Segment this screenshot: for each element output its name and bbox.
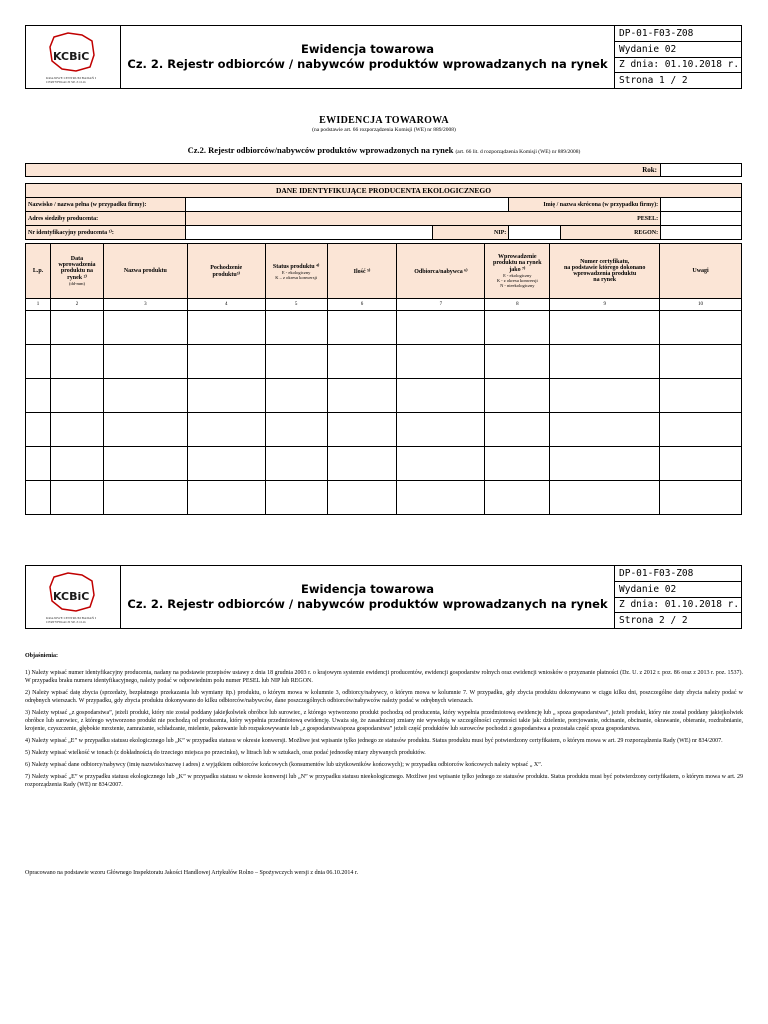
entry-cell[interactable] [103,379,187,413]
regon-field[interactable] [661,226,742,240]
footer-note: Opracowano na podstawie wzoru Głównego Inspektoratu Jakości Handlowej Artykułów Rolno – Spożywczych wersji z dnia 06.10.2014 r. [25,870,359,876]
entry-cell[interactable] [660,413,742,447]
table-row [26,311,742,345]
entry-cell[interactable] [397,447,485,481]
entry-cell[interactable] [265,379,327,413]
entry-cell[interactable] [327,311,397,345]
entry-rows [26,311,742,515]
pesel-field[interactable] [661,212,742,226]
entry-cell[interactable] [50,413,103,447]
entry-cell[interactable] [327,413,397,447]
doc-code: DP-01-F03-Z08 [615,566,741,582]
entry-cell[interactable] [187,379,265,413]
entry-cell[interactable] [50,311,103,345]
entry-cell[interactable] [660,447,742,481]
entry-cell[interactable] [50,481,103,515]
entry-cell[interactable] [485,379,550,413]
entry-cell[interactable] [50,345,103,379]
entry-cell[interactable] [660,379,742,413]
explanations [25,652,743,793]
entry-cell[interactable] [103,413,187,447]
col-date: Data wprowadzenia produktu na rynek ²⁾ (dd-mm) [50,244,103,299]
entry-cell[interactable] [485,413,550,447]
id-number-field[interactable] [185,226,433,240]
name-full-field[interactable] [185,198,508,212]
logo [26,566,121,628]
col-receiver: Odbiorca/nabywca ⁶⁾ [397,244,485,299]
col-number: 4 [187,299,265,311]
header-subtitle: Cz. 2. Rejestr odbiorców / nabywców produktów wprowadzanych na rynek [127,57,608,71]
entry-cell[interactable] [265,413,327,447]
col-product-name: Nazwa produktu [103,244,187,299]
entry-cell[interactable] [397,481,485,515]
entry-cell[interactable] [485,311,550,345]
entry-cell[interactable] [550,311,660,345]
entry-cell[interactable] [50,447,103,481]
entry-cell[interactable] [327,379,397,413]
entry-cell[interactable] [550,379,660,413]
header-title: Ewidencja towarowa [301,582,434,596]
page-number: Strona 2 / 2 [619,615,688,627]
col-number: 7 [397,299,485,311]
entry-cell[interactable] [660,311,742,345]
nip-field[interactable] [509,226,561,240]
name-full-label: Nazwisko / nazwa pełna (w przypadku firmy): [26,198,186,212]
entry-cell[interactable] [103,481,187,515]
logo-text: KCBiC [53,50,90,63]
explanation-item: 2) Należy wpisać datę zbycia (sprzedaży, bezpłatnego przekazania lub wymiany itp.) produktu, o którym mowa w kolumnie 3, odbiorcy/nabywcy, o którym mowa w kolumnie 7. W przypadku, gdy zbycia produktu dokonywano w ciągu kilku dni, poszczególne daty zbycia należy podać w odrębnych wierszach. W przypadku, gdy zbycia produktu dokonywano do kilku odbiorców/nabywców, dane poszczególnych odbiorców/nabywców należy podać w odrębnych wierszach. [25,690,743,704]
entry-cell[interactable] [485,481,550,515]
logo-subtext: KRAJOWE CENTRUM BADAŃ I CERTYFIKACJI SP. Z O.O. [46,616,97,624]
doc-code: DP-01-F03-Z08 [615,26,741,42]
col-number: 8 [485,299,550,311]
col-number: 1 [26,299,51,311]
entry-cell[interactable] [327,345,397,379]
entry-cell[interactable] [26,481,51,515]
header-subtitle: Cz. 2. Rejestr odbiorców / nabywców produktów wprowadzanych na rynek [127,597,608,611]
edition: Wydanie 02 [615,42,741,58]
entry-cell[interactable] [103,447,187,481]
main-title: EWIDENCJA TOWAROWA [319,115,449,126]
entry-cell[interactable] [187,413,265,447]
entry-cell[interactable] [265,345,327,379]
name-short-field[interactable] [661,198,742,212]
year-label: Rok: [25,163,661,177]
entry-cell[interactable] [103,345,187,379]
entry-cell[interactable] [265,447,327,481]
explanation-item: 3) Należy wpisać „z gospodarstwa”, jeżeli produkt, który nie został poddany jakiejkolwiek obróbce lub surowiec, z którego wytworzono produkt pochodzą od producenta, który wypełnia przedmiotową ewidencję lub „ spoza gospodarstwa”, jeżeli produkt, który nie został poddany jakiejkolwiek obróbce lub surowiec, z którego wytworzono produkt nie pochodzą od producenta, który wypełnia przedmiotową ewidencję. Uważa się, że zasadniczej zmiany nie wywołują w szczególności czynności takie jak: dzielenie, porcjowanie, odcinanie, obcinanie, okrawanie, obieranie, rozdrabnianie, krojenie, czyszczenie, głębokie mrożenie, zamrażanie, schładzanie, mielenie, pakowanie lub rozpakowywanie lub „z gospodarstwa/spoza gospodarstwa” jeżeli część produktów lub surowców pochodzi z gospodarstwa a pozostała część spoza gospodarstwa. [25,710,743,732]
table-row [26,481,742,515]
entry-cell[interactable] [550,345,660,379]
entry-cell[interactable] [550,447,660,481]
logo-text: KCBiC [53,590,90,603]
col-number: 5 [265,299,327,311]
entry-cell[interactable] [187,311,265,345]
col-number: 3 [103,299,187,311]
explanation-item: 5) Należy wpisać wielkość w tonach (z dokładnością do trzeciego miejsca po przecinku), w litrach lub w sztukach, oraz podać jednostkę miary zbywanych produktów. [25,750,426,756]
header-title: Ewidencja towarowa [301,42,434,56]
col-number: 10 [660,299,742,311]
pesel-label: PESEL: [185,212,660,226]
table-row [26,447,742,481]
entry-cell[interactable] [26,379,51,413]
register-note: (art. 66 lit. d rozporządzenia Komisji (WE) nr 889/2008) [455,149,581,155]
name-short-label: Imię / nazwa skrócona (w przypadku firmy): [509,198,661,212]
entry-cell[interactable] [26,311,51,345]
register-title: Cz.2. Rejestr odbiorców/nabywców produktów wprowadzonych na rynek (art. 66 lit. d rozporządzenia Komisji (WE) nr 889/2008) [187,145,581,155]
entry-cell[interactable] [485,447,550,481]
col-number: 9 [550,299,660,311]
logo [26,26,121,88]
col-status: Status produktu ⁴⁾ E - ekologiczny K – z okresu konwersji [265,244,327,299]
producer-table [25,183,742,240]
register-table [25,243,742,515]
page-number: Strona 1 / 2 [619,75,688,87]
entry-cell[interactable] [103,311,187,345]
issue-date: Z dnia: 01.10.2018 r. [615,598,741,614]
edition: Wydanie 02 [615,582,741,598]
col-notes: Uwagi [660,244,742,299]
year-row [25,163,742,177]
entry-cell[interactable] [397,379,485,413]
regon-label: REGON: [561,226,661,240]
explanations-title: Objaśnienia: [25,653,59,659]
entry-cell[interactable] [26,447,51,481]
issue-date: Z dnia: 01.10.2018 r. [615,58,741,74]
entry-cell[interactable] [397,345,485,379]
entry-cell[interactable] [397,413,485,447]
explanation-item: 1) Należy wpisać numer identyfikacyjny producenta, nadany na podstawie przepisów ustawy z dnia 18 grudnia 2003 r. o krajowym systemie ewidencji producentów, ewidencji gospodarstw rolnych oraz ewidencji wniosków o przyznanie płatności (Dz. U. z 2012 r. poz. 86 oraz z 2013 r. poz. 1537). W przypadku braku numeru identyfikacyjnego, należy podać w odpowiednim polu numer PESEL lub NIP lub REGON. [25,670,743,684]
explanation-item: 7) Należy wpisać „E” w przypadku statusu ekologicznego lub „K” w przypadku statusu w okresie konwersji lub „N” w przypadku statusu nieekologicznego. Możliwe jest wpisanie tylko jednego ze statusów produktu. Status produktu musi być potwierdzony certyfikatem, o którym mowa w art. 29 rozporządzenia Rady (WE) nr 834/2007. [25,774,743,788]
nip-label: NIP: [433,226,509,240]
col-origin: Pochodzenie produktu³⁾ [187,244,265,299]
entry-cell[interactable] [397,311,485,345]
entry-cell[interactable] [485,345,550,379]
id-number-label: Nr identyfikacyjny producenta ¹⁾: [26,226,186,240]
entry-cell[interactable] [660,345,742,379]
col-number: 6 [327,299,397,311]
entry-cell[interactable] [26,413,51,447]
col-certificate: Numer certyfikatu, na podstawie którego dokonano wprowadzenia produktu na rynek [550,244,660,299]
entry-cell[interactable] [187,447,265,481]
table-row [26,379,742,413]
col-quantity: Ilość ⁵⁾ [327,244,397,299]
page-header-1 [25,25,742,89]
table-row [26,345,742,379]
register-header-row [26,244,742,299]
entry-cell[interactable] [187,345,265,379]
entry-cell[interactable] [550,481,660,515]
entry-cell[interactable] [50,379,103,413]
entry-cell[interactable] [265,311,327,345]
entry-cell[interactable] [550,413,660,447]
producer-section-title: DANE IDENTYFIKUJĄCE PRODUCENTA EKOLOGICZNEGO [26,184,742,198]
entry-cell[interactable] [265,481,327,515]
entry-cell[interactable] [327,447,397,481]
page-header-2 [25,565,742,629]
year-field[interactable] [661,163,742,177]
explanation-item: 4) Należy wpisać „E” w przypadku statusu ekologicznego lub „K” w przypadku statusu w okresie konwersji. Możliwe jest wpisanie tylko jednego ze statusów produktu. Status produktu musi być potwierdzony certyfikatem, o którym mowa w art. 29 rozporządzenia Rady (WE) nr 834/2007. [25,738,723,744]
explanation-item: 6) Należy wpisać dane odbiorcy/nabywcy (imię nazwisko/nazwę i adres) z wyjątkiem odbiorców końcowych (konsumentów lub użytkowników końcowych); w przypadku odbiorców końcowych należy wpisać „ X”. [25,762,543,768]
legal-basis-note: (na podstawie art. 66 rozporządzenia Komisji (WE) nr 889/2008) [312,127,456,133]
column-number-row [26,299,742,311]
logo-subtext: KRAJOWE CENTRUM BADAŃ I CERTYFIKACJI SP. Z O.O. [46,76,97,84]
entry-cell[interactable] [26,345,51,379]
table-row [26,413,742,447]
col-entered-as: Wprowadzenie produktu na rynek jako ⁷⁾ E - ekologiczny K - z okresu konwersji N - nieekologiczny [485,244,550,299]
address-label: Adres siedziby producenta: [26,212,186,226]
entry-cell[interactable] [187,481,265,515]
entry-cell[interactable] [327,481,397,515]
entry-cell[interactable] [660,481,742,515]
col-lp: L.p. [26,244,51,299]
col-number: 2 [50,299,103,311]
